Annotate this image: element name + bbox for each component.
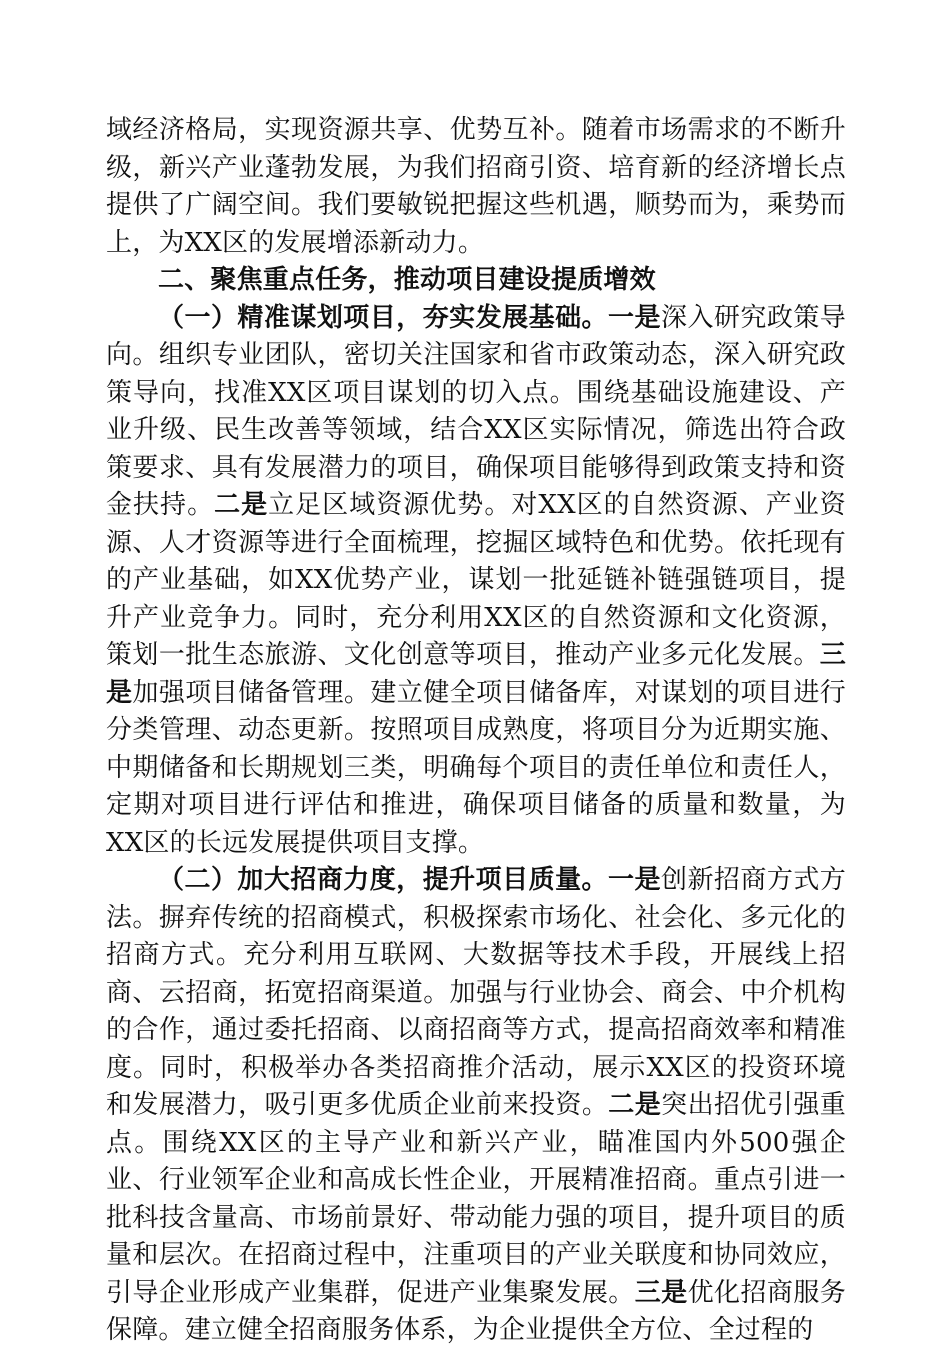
point-label: 三是 — [106, 640, 846, 708]
point-label: 二是 — [214, 490, 269, 520]
paragraph-section-2 — [106, 862, 846, 1350]
point-text: 深入研究政策导向。组织专业团队，密切关注国家和省市政策动态，深入研究政策导向，找准XX区项目谋划的切入点。围绕基础设施建设、产业升级、民生改善等领域，结合XX区实际情况，筛选出符合政策要求、具有发展潜力的项目，确保项目能够得到政策支持和资金扶持。 — [106, 302, 846, 520]
point-text: 加强项目储备管理。建立健全项目储备库，对谋划的项目进行分类管理、动态更新。按照项目成熟度，将项目分为近期实施、中期储备和长期规划三类，明确每个项目的责任单位和责任人，定期对项目进行评估和推进，确保项目储备的质量和数量，为XX区的长远发展提供项目支撑。 — [106, 677, 846, 858]
paragraph-section-1 — [106, 300, 846, 863]
paragraph-intro: 域经济格局，实现资源共享、优势互补。随着市场需求的不断升级，新兴产业蓬勃发展，为我们招商引资、培育新的经济增长点提供了广阔空间。我们要敏锐把握这些机遇，顺势而为，乘势而上，为XX区的发展增添新动力。 — [106, 115, 846, 258]
subsection-title: （二）加大招商力度，提升项目质量。 — [158, 865, 609, 895]
document-page — [106, 112, 846, 1350]
point-label: 一是 — [608, 865, 661, 895]
point-text: 优化招商服务保障。建立健全招商服务体系，为企业提供全方位、全过程的 — [106, 1277, 846, 1345]
point-label: 一是 — [608, 302, 661, 333]
point-text: 立足区域资源优势。对XX区的自然资源、产业资源、人才资源等进行全面梳理，挖掘区域特色和优势。依托现有的产业基础，如XX优势产业，谋划一批延链补链强链项目，提升产业竞争力。同时，充分利用XX区的自然资源和文化资源，策划一批生态旅游、文化创意等项目，推动产业多元化发展。 — [106, 490, 846, 670]
subsection-title: （一）精准谋划项目，夯实发展基础。 — [158, 302, 609, 333]
point-text: 创新招商方式方法。摒弃传统的招商模式，积极探索市场化、社会化、多元化的招商方式。充分利用互联网、大数据等技术手段，开展线上招商、云招商，拓宽招商渠道。加强与行业协会、商会、中介机构的合作，通过委托招商、以商招商等方式，提高招商效率和精准度。同时，积极举办各类招商推介活动，展示XX区的投资环境和发展潜力，吸引更多优质企业前来投资。 — [106, 865, 846, 1120]
section-heading: 二、聚焦重点任务，推动项目建设提质增效 — [158, 265, 656, 295]
point-label: 三是 — [634, 1277, 688, 1308]
point-text: 突出招优引强重点。围绕XX区的主导产业和新兴产业，瞄准国内外500强企业、行业领军企业和高成长性企业，开展精准招商。重点引进一批科技含量高、市场前景好、带动能力强的项目，提升项目的质量和层次。在招商过程中，注重项目的产业关联度和协同效应，引导企业形成产业集群，促进产业集聚发展。 — [106, 1090, 846, 1308]
point-label: 二是 — [608, 1090, 662, 1120]
